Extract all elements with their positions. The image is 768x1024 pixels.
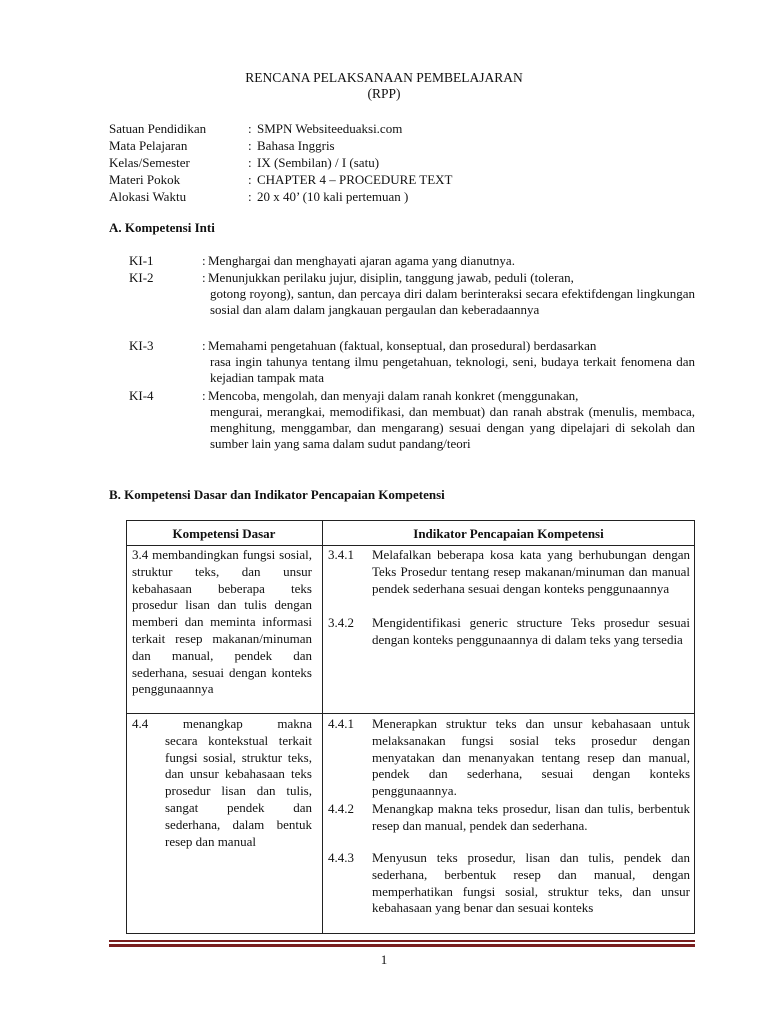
indicator-text: Melafalkan beberapa kosa kata yang berhubungan dengan Teks Prosedur tentang resep makanan/minuman dan manual pendek sederhana sesuai dengan konteks penggunaannya [372, 547, 690, 596]
identity-colon: : [248, 172, 252, 187]
identity-row [109, 121, 453, 138]
ki-text: Menunjukkan perilaku jujur, disiplin, tanggung jawab, peduli (toleran, [208, 270, 574, 285]
ki-colon: : [202, 270, 206, 285]
table-border [126, 713, 695, 714]
kd-text: 3.4 membandingkan fungsi sosial, struktur teks, dan unsur kebahasaan beberapa teks prosedur lisan dan tulis dengan memberi dan meminta informasi terkait resep makanan/minuman dan manual, pendek dan sederhana, sesuai dengan konteks penggunaannya [132, 547, 312, 697]
indicator-text: Menyusun teks prosedur, lisan dan tulis, pendek dan sederhana, berbentuk resep dan manual, dengan memperhatikan fungsi sosial, struktur teks, dan unsur kebahasaan yang benar dan sesuai konteks [372, 850, 690, 916]
identity-row [109, 172, 453, 189]
ki-label: KI-3 [129, 338, 154, 353]
identity-value: IX (Sembilan) / I (satu) [257, 155, 380, 170]
identity-label: Satuan Pendidikan [109, 121, 207, 136]
ki-text: Menghargai dan menghayati ajaran agama yang dianutnya. [208, 253, 515, 268]
identity-colon: : [248, 138, 252, 153]
indicator-item [328, 801, 690, 851]
indicator-item [328, 547, 690, 615]
ki-text: Mencoba, mengolah, dan menyaji dalam ranah konkret (menggunakan, [208, 388, 579, 403]
document-subtitle: (RPP) [367, 86, 401, 101]
table-border [126, 545, 695, 546]
indicator-item [328, 716, 690, 800]
ki-colon: : [202, 388, 206, 403]
ki-label: KI-4 [129, 388, 154, 403]
identity-label: Kelas/Semester [109, 155, 190, 170]
indicator-code: 3.4.1 [328, 547, 354, 562]
table-border [694, 520, 695, 934]
identity-label: Materi Pokok [109, 172, 181, 187]
identity-row [109, 189, 453, 206]
ki-item [129, 253, 695, 269]
ki-label: KI-2 [129, 270, 154, 285]
indicator-text: Mengidentifikasi generic structure Teks prosedur sesuai dengan konteks penggunaannya di dalam teks yang tersedia [372, 615, 690, 647]
ki-colon: : [202, 338, 206, 353]
indicator-text: Menangkap makna teks prosedur, lisan dan tulis, berbentuk resep dan manual, pendek dan sederhana. [372, 801, 690, 833]
indicator-text: Menerapkan struktur teks dan unsur kebahasaan untuk melaksanakan fungsi sosial teks prosedur dengan menyatakan dan menanyakan tentang resep dan manual, pendek dan sederhana, sesuai dengan konteks penggunaannya. [372, 716, 690, 799]
ki-text-continued: rasa ingin tahunya tentang ilmu pengetahuan, teknologi, seni, budaya terkait fenomena dan kejadian tampak mata [210, 354, 695, 385]
section-b-heading: B. Kompetensi Dasar dan Indikator Pencapaian Kompetensi [109, 487, 445, 502]
identity-row [109, 155, 453, 172]
table-header-ipk: Indikator Pencapaian Kompetensi [413, 526, 604, 541]
document-title: RENCANA PELAKSANAAN PEMBELAJARAN [245, 70, 523, 85]
ki-item [129, 388, 695, 472]
kd-text-continued: secara kontekstual terkait fungsi sosial, struktur teks, dan unsur kebahasaan teks prosedur lisan dan tulis, sangat pendek dan sederhana, dalam bentuk resep dan manual [165, 732, 312, 849]
section-a-heading: A. Kompetensi Inti [109, 220, 215, 235]
ki-colon: : [202, 253, 206, 268]
indicator-code: 3.4.2 [328, 615, 354, 630]
indicator-code: 4.4.2 [328, 801, 354, 816]
table-border [126, 520, 695, 521]
table-header-kd: Kompetensi Dasar [172, 526, 276, 541]
kd-cell [132, 547, 312, 698]
identity-label: Mata Pelajaran [109, 138, 188, 153]
ki-item [129, 338, 695, 388]
table-border [126, 520, 127, 934]
table-border [126, 933, 695, 934]
indicator-code: 4.4.3 [328, 850, 354, 865]
kd-cell [132, 716, 312, 850]
identity-label: Alokasi Waktu [109, 189, 187, 204]
identity-value: 20 x 40’ (10 kali pertemuan ) [257, 189, 409, 204]
kd-text: 4.4 menangkap makna [132, 716, 312, 731]
page-number: 1 [380, 952, 388, 967]
ki-label: KI-1 [129, 253, 154, 268]
identity-value: SMPN Websiteeduaksi.com [257, 121, 403, 136]
identity-value: Bahasa Inggris [257, 138, 335, 153]
identity-value: CHAPTER 4 – PROCEDURE TEXT [257, 172, 453, 187]
identity-colon: : [248, 155, 252, 170]
ki-text-continued: gotong royong), santun, dan percaya diri dalam berinteraksi secara efektifdengan lingkungan sosial dan alam dalam jangkauan pergaulan dan keberadaannya [210, 286, 695, 317]
footer-rule [109, 944, 695, 947]
indicator-item [328, 615, 690, 667]
identity-row [109, 138, 453, 155]
identity-block [109, 121, 453, 206]
ki-text-continued: mengurai, merangkai, memodifikasi, dan membuat) dan ranah abstrak (menulis, membaca, menghitung, menggambar, dan mengarang) sesuai dengan yang dipelajari di sekolah dan sumber lain yang sama dalam sudut pandang/teori [210, 404, 695, 451]
footer-rule [109, 940, 695, 942]
table-border [322, 520, 323, 934]
ki-text: Memahami pengetahuan (faktual, konseptual, dan prosedural) berdasarkan [208, 338, 597, 353]
identity-colon: : [248, 121, 252, 136]
indicator-code: 4.4.1 [328, 716, 354, 731]
competency-table [126, 520, 695, 934]
indicator-item [328, 850, 690, 932]
ki-item [129, 270, 695, 338]
identity-colon: : [248, 189, 252, 204]
